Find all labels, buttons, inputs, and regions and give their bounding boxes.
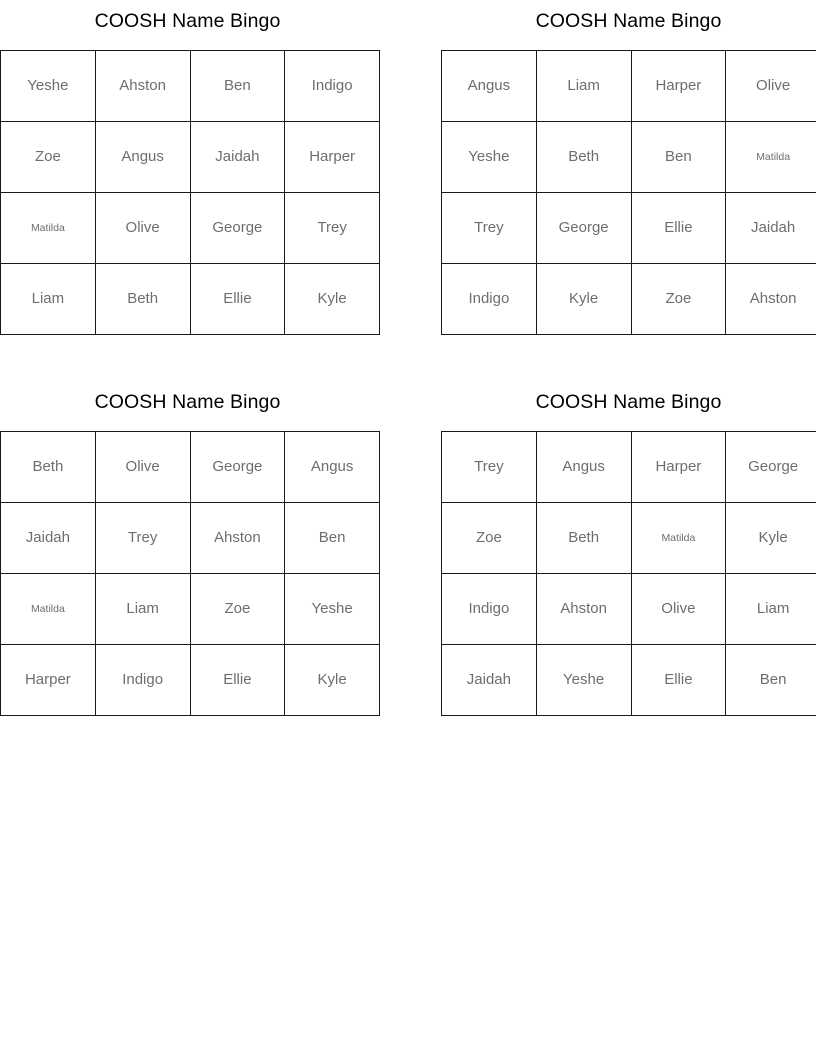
bingo-cell[interactable]: George bbox=[536, 193, 631, 264]
bingo-cell[interactable]: Ahston bbox=[536, 574, 631, 645]
bingo-row bbox=[1, 645, 380, 716]
bingo-row bbox=[442, 264, 816, 335]
bingo-cell[interactable]: Harper bbox=[1, 645, 96, 716]
bingo-cell[interactable]: Kyle bbox=[726, 503, 816, 574]
bingo-cell[interactable]: Liam bbox=[726, 574, 816, 645]
bingo-row bbox=[1, 122, 380, 193]
bingo-cell[interactable]: Olive bbox=[631, 574, 726, 645]
bingo-row bbox=[442, 51, 816, 122]
bingo-cell[interactable]: Olive bbox=[726, 51, 816, 122]
bingo-cell[interactable]: Jaidah bbox=[442, 645, 537, 716]
bingo-row bbox=[1, 574, 380, 645]
bingo-cell[interactable]: Matilda bbox=[631, 503, 726, 574]
bingo-card-1 bbox=[0, 8, 375, 335]
bingo-card-title: COOSH Name Bingo bbox=[535, 10, 722, 32]
bingo-card-title: COOSH Name Bingo bbox=[94, 10, 281, 32]
bingo-row bbox=[1, 264, 380, 335]
bingo-cell[interactable]: Ellie bbox=[631, 645, 726, 716]
bingo-cell[interactable]: Trey bbox=[95, 503, 190, 574]
bingo-cell[interactable]: Ahston bbox=[95, 51, 190, 122]
bingo-cell[interactable]: Liam bbox=[536, 51, 631, 122]
bingo-cell[interactable]: Beth bbox=[1, 432, 96, 503]
bingo-cell[interactable]: Matilda bbox=[726, 122, 816, 193]
bingo-cell[interactable]: Angus bbox=[536, 432, 631, 503]
bingo-cell[interactable]: Ellie bbox=[190, 264, 285, 335]
bingo-cell[interactable]: Ben bbox=[285, 503, 380, 574]
bingo-cell[interactable]: Liam bbox=[95, 574, 190, 645]
bingo-cell[interactable]: Liam bbox=[1, 264, 96, 335]
bingo-row bbox=[442, 122, 816, 193]
bingo-cell[interactable]: Trey bbox=[442, 193, 537, 264]
bingo-cell[interactable]: Beth bbox=[536, 122, 631, 193]
bingo-cell[interactable]: Jaidah bbox=[726, 193, 816, 264]
bingo-cell[interactable]: Kyle bbox=[536, 264, 631, 335]
bingo-cell[interactable]: Jaidah bbox=[1, 503, 96, 574]
bingo-cell[interactable]: Ellie bbox=[631, 193, 726, 264]
bingo-cell[interactable]: Harper bbox=[631, 51, 726, 122]
bingo-row bbox=[1, 51, 380, 122]
bingo-cell[interactable]: Olive bbox=[95, 432, 190, 503]
bingo-cell[interactable]: Indigo bbox=[95, 645, 190, 716]
bingo-cell[interactable]: Kyle bbox=[285, 645, 380, 716]
bingo-cell[interactable]: Yeshe bbox=[442, 122, 537, 193]
bingo-row bbox=[1, 193, 380, 264]
bingo-cell[interactable]: Ben bbox=[726, 645, 816, 716]
bingo-cell[interactable]: Trey bbox=[442, 432, 537, 503]
bingo-card-3 bbox=[0, 389, 375, 716]
bingo-row bbox=[442, 432, 816, 503]
bingo-cell[interactable]: Harper bbox=[285, 122, 380, 193]
bingo-cell[interactable]: Matilda bbox=[1, 193, 96, 264]
bingo-cell[interactable]: Angus bbox=[442, 51, 537, 122]
bingo-card-title: COOSH Name Bingo bbox=[535, 391, 722, 413]
bingo-cell[interactable]: Yeshe bbox=[1, 51, 96, 122]
bingo-cell[interactable]: Yeshe bbox=[536, 645, 631, 716]
bingo-row bbox=[1, 503, 380, 574]
bingo-cell[interactable]: Zoe bbox=[442, 503, 537, 574]
bingo-cell[interactable]: George bbox=[190, 193, 285, 264]
bingo-cell[interactable]: Trey bbox=[285, 193, 380, 264]
bingo-card-title: COOSH Name Bingo bbox=[94, 391, 281, 413]
bingo-cell[interactable]: Ben bbox=[190, 51, 285, 122]
bingo-row bbox=[1, 432, 380, 503]
bingo-cell[interactable]: Zoe bbox=[190, 574, 285, 645]
bingo-cell[interactable]: Angus bbox=[95, 122, 190, 193]
bingo-cell[interactable]: Ahston bbox=[190, 503, 285, 574]
bingo-row bbox=[442, 503, 816, 574]
bingo-cell[interactable]: George bbox=[190, 432, 285, 503]
bingo-cell[interactable]: Ellie bbox=[190, 645, 285, 716]
bingo-cell[interactable]: Olive bbox=[95, 193, 190, 264]
bingo-grid bbox=[0, 431, 380, 716]
bingo-grid bbox=[0, 50, 380, 335]
bingo-cell[interactable]: Jaidah bbox=[190, 122, 285, 193]
bingo-cell[interactable]: Kyle bbox=[285, 264, 380, 335]
bingo-cell[interactable]: Indigo bbox=[442, 264, 537, 335]
bingo-cell[interactable]: Indigo bbox=[442, 574, 537, 645]
bingo-card-4 bbox=[441, 389, 816, 716]
bingo-cell[interactable]: Zoe bbox=[631, 264, 726, 335]
bingo-card-2 bbox=[441, 8, 816, 335]
bingo-cell[interactable]: Beth bbox=[536, 503, 631, 574]
bingo-cell[interactable]: Matilda bbox=[1, 574, 96, 645]
bingo-cell[interactable]: Harper bbox=[631, 432, 726, 503]
bingo-cell[interactable]: George bbox=[726, 432, 816, 503]
bingo-cell[interactable]: Beth bbox=[95, 264, 190, 335]
bingo-cell[interactable]: Angus bbox=[285, 432, 380, 503]
bingo-cell[interactable]: Ben bbox=[631, 122, 726, 193]
bingo-row bbox=[442, 574, 816, 645]
bingo-cell[interactable]: Zoe bbox=[1, 122, 96, 193]
bingo-grid bbox=[441, 50, 816, 335]
bingo-cell[interactable]: Indigo bbox=[285, 51, 380, 122]
bingo-cell[interactable]: Ahston bbox=[726, 264, 816, 335]
bingo-grid bbox=[441, 431, 816, 716]
bingo-row bbox=[442, 193, 816, 264]
bingo-row bbox=[442, 645, 816, 716]
bingo-cell[interactable]: Yeshe bbox=[285, 574, 380, 645]
